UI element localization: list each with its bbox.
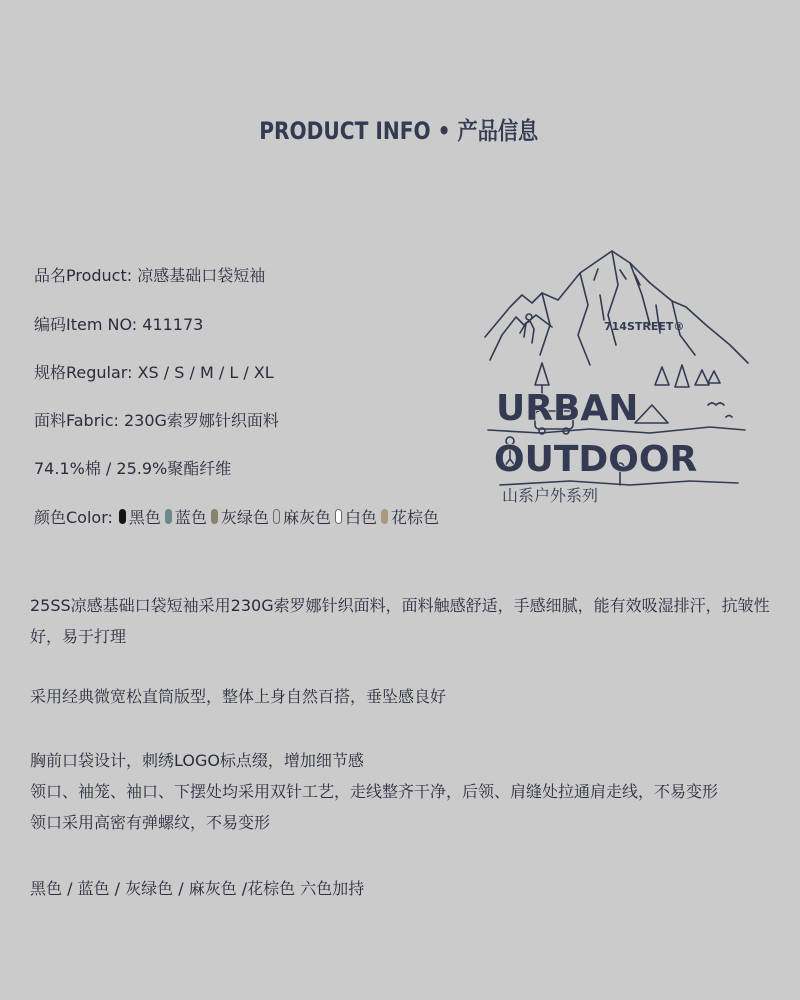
description-paragraph-2: 采用经典微宽松直筒版型，整体上身自然百搭，垂坠感良好 xyxy=(30,687,447,706)
description-line: 胸前口袋设计，刺绣LOGO标点缀，增加细节感 xyxy=(30,751,364,770)
color-swatch xyxy=(119,509,126,524)
color-name: 蓝色 xyxy=(174,508,207,527)
description-paragraph-4: 黑色 / 蓝色 / 灰绿色 / 麻灰色 /花棕色 六色加持 xyxy=(30,879,365,898)
urban-outdoor-logo xyxy=(480,245,755,510)
color-name: 黑色 xyxy=(128,508,161,527)
page-title: PRODUCT INFO • 产品信息 xyxy=(259,117,539,145)
description-paragraph-1: 25SS凉感基础口袋短袖采用230G索罗娜针织面料，面料触感舒适，手感细腻，能有效吸湿排汗，抗皱性好，易于打理 xyxy=(30,596,770,646)
spec-colors xyxy=(34,505,443,528)
description-paragraph-3 xyxy=(30,745,770,838)
color-list xyxy=(119,505,443,528)
spec-item-no: 编码Item NO: 411173 xyxy=(34,315,204,334)
color-name: 麻灰色 xyxy=(282,508,331,527)
spec-fabric: 面料Fabric: 230G索罗娜针织面料 xyxy=(34,411,279,430)
logo-line1: URBAN xyxy=(496,388,639,429)
color-swatch xyxy=(165,509,172,524)
color-name: 白色 xyxy=(344,508,377,527)
color-label: 颜色Color: xyxy=(34,508,113,527)
color-swatch xyxy=(273,509,280,524)
spec-regular: 规格Regular: XS / S / M / L / XL xyxy=(34,363,274,382)
color-name: 花棕色 xyxy=(390,508,439,527)
color-name: 灰绿色 xyxy=(220,508,269,527)
logo-line2: OUTDOOR xyxy=(494,439,698,480)
spec-product: 品名Product: 凉感基础口袋短袖 xyxy=(34,266,266,285)
logo-subtitle: 山系户外系列 xyxy=(502,486,599,505)
color-swatch xyxy=(335,509,342,524)
description-line: 领口采用高密有弹螺纹，不易变形 xyxy=(30,813,271,832)
description-line: 领口、袖笼、袖口、下摆处均采用双针工艺，走线整齐干净，后领、肩缝处拉通肩走线，不易变形 xyxy=(30,782,719,801)
color-swatch xyxy=(211,509,218,524)
logo-brand: 714STREET® xyxy=(604,320,685,333)
mountain-illustration xyxy=(480,245,755,510)
spec-composition: 74.1%棉 / 25.9%聚酯纤维 xyxy=(34,459,232,478)
color-swatch xyxy=(381,509,388,524)
